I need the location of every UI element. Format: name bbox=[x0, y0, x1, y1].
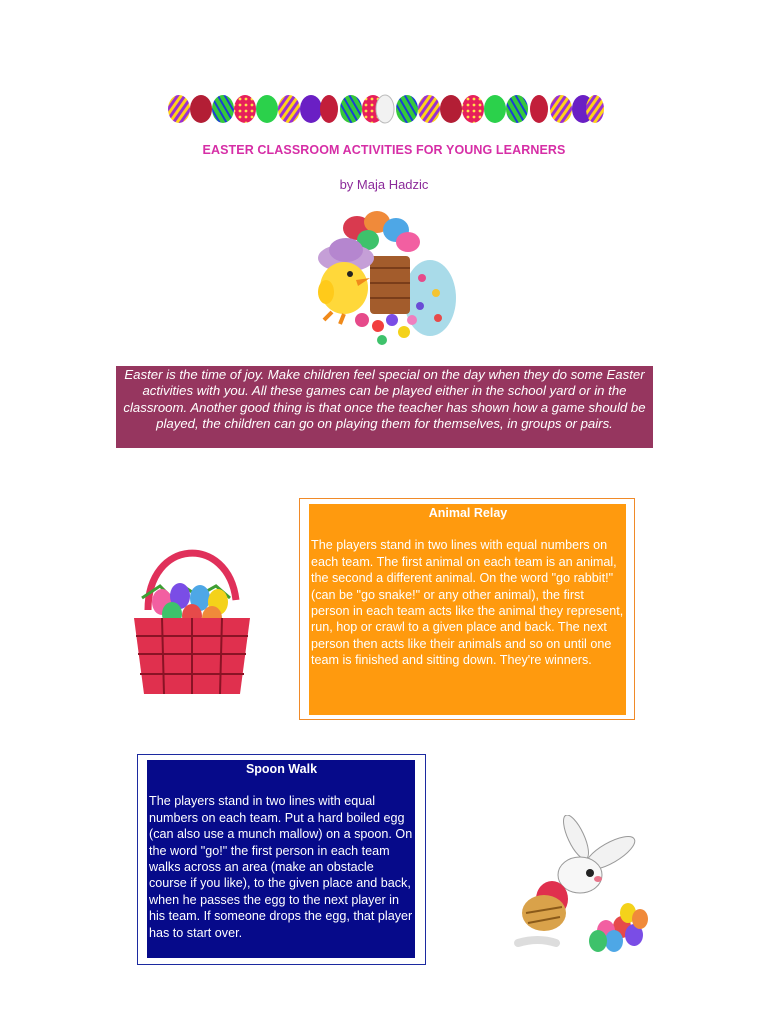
spoon-walk-title: Spoon Walk bbox=[245, 762, 318, 776]
animal-relay-text: The players stand in two lines with equal numbers on each team. The first animal on each team is an animal, the second a different animal. On the word "go rabbit!" (can be "go snake!" or any other animal), the first person in each team acts like the animal they represent, run, hop or crawl to a given place and back. The next person then acts like their animals and so on until one team is finished and sitting down. They're winners. bbox=[311, 538, 624, 668]
easter-egg-basket bbox=[128, 540, 256, 700]
chick-with-easter-eggs bbox=[312, 208, 457, 353]
author-byline: by Maja Hadzic bbox=[339, 177, 429, 192]
intro-paragraph: Easter is the time of joy. Make children feel special on the day when they do some Easter activities with you. All these games can be played either in the school yard or in the classroom. Another good thing is that once the teacher has shown how a game should be played, the children can go on playing them for themselves, in groups or pairs. bbox=[116, 366, 653, 448]
spoon-walk-box bbox=[147, 760, 415, 958]
easter-egg-garland bbox=[165, 90, 605, 128]
spoon-walk-text: The players stand in two lines with equal numbers on each team. Put a hard boiled egg (can also use a munch mallow) on a spoon. On the word "go!" the first person in each team walks across an area (make an obstacle course if you like), to the given place and back, when he passes the egg to the next player in his team. If someone drops the egg, that player has to start over. bbox=[149, 794, 413, 940]
document-title: EASTER CLASSROOM ACTIVITIES FOR YOUNG LEARNERS bbox=[202, 143, 566, 157]
easter-bunny-with-eggs bbox=[498, 815, 656, 955]
animal-relay-title: Animal Relay bbox=[428, 506, 508, 520]
animal-relay-box bbox=[309, 504, 626, 715]
